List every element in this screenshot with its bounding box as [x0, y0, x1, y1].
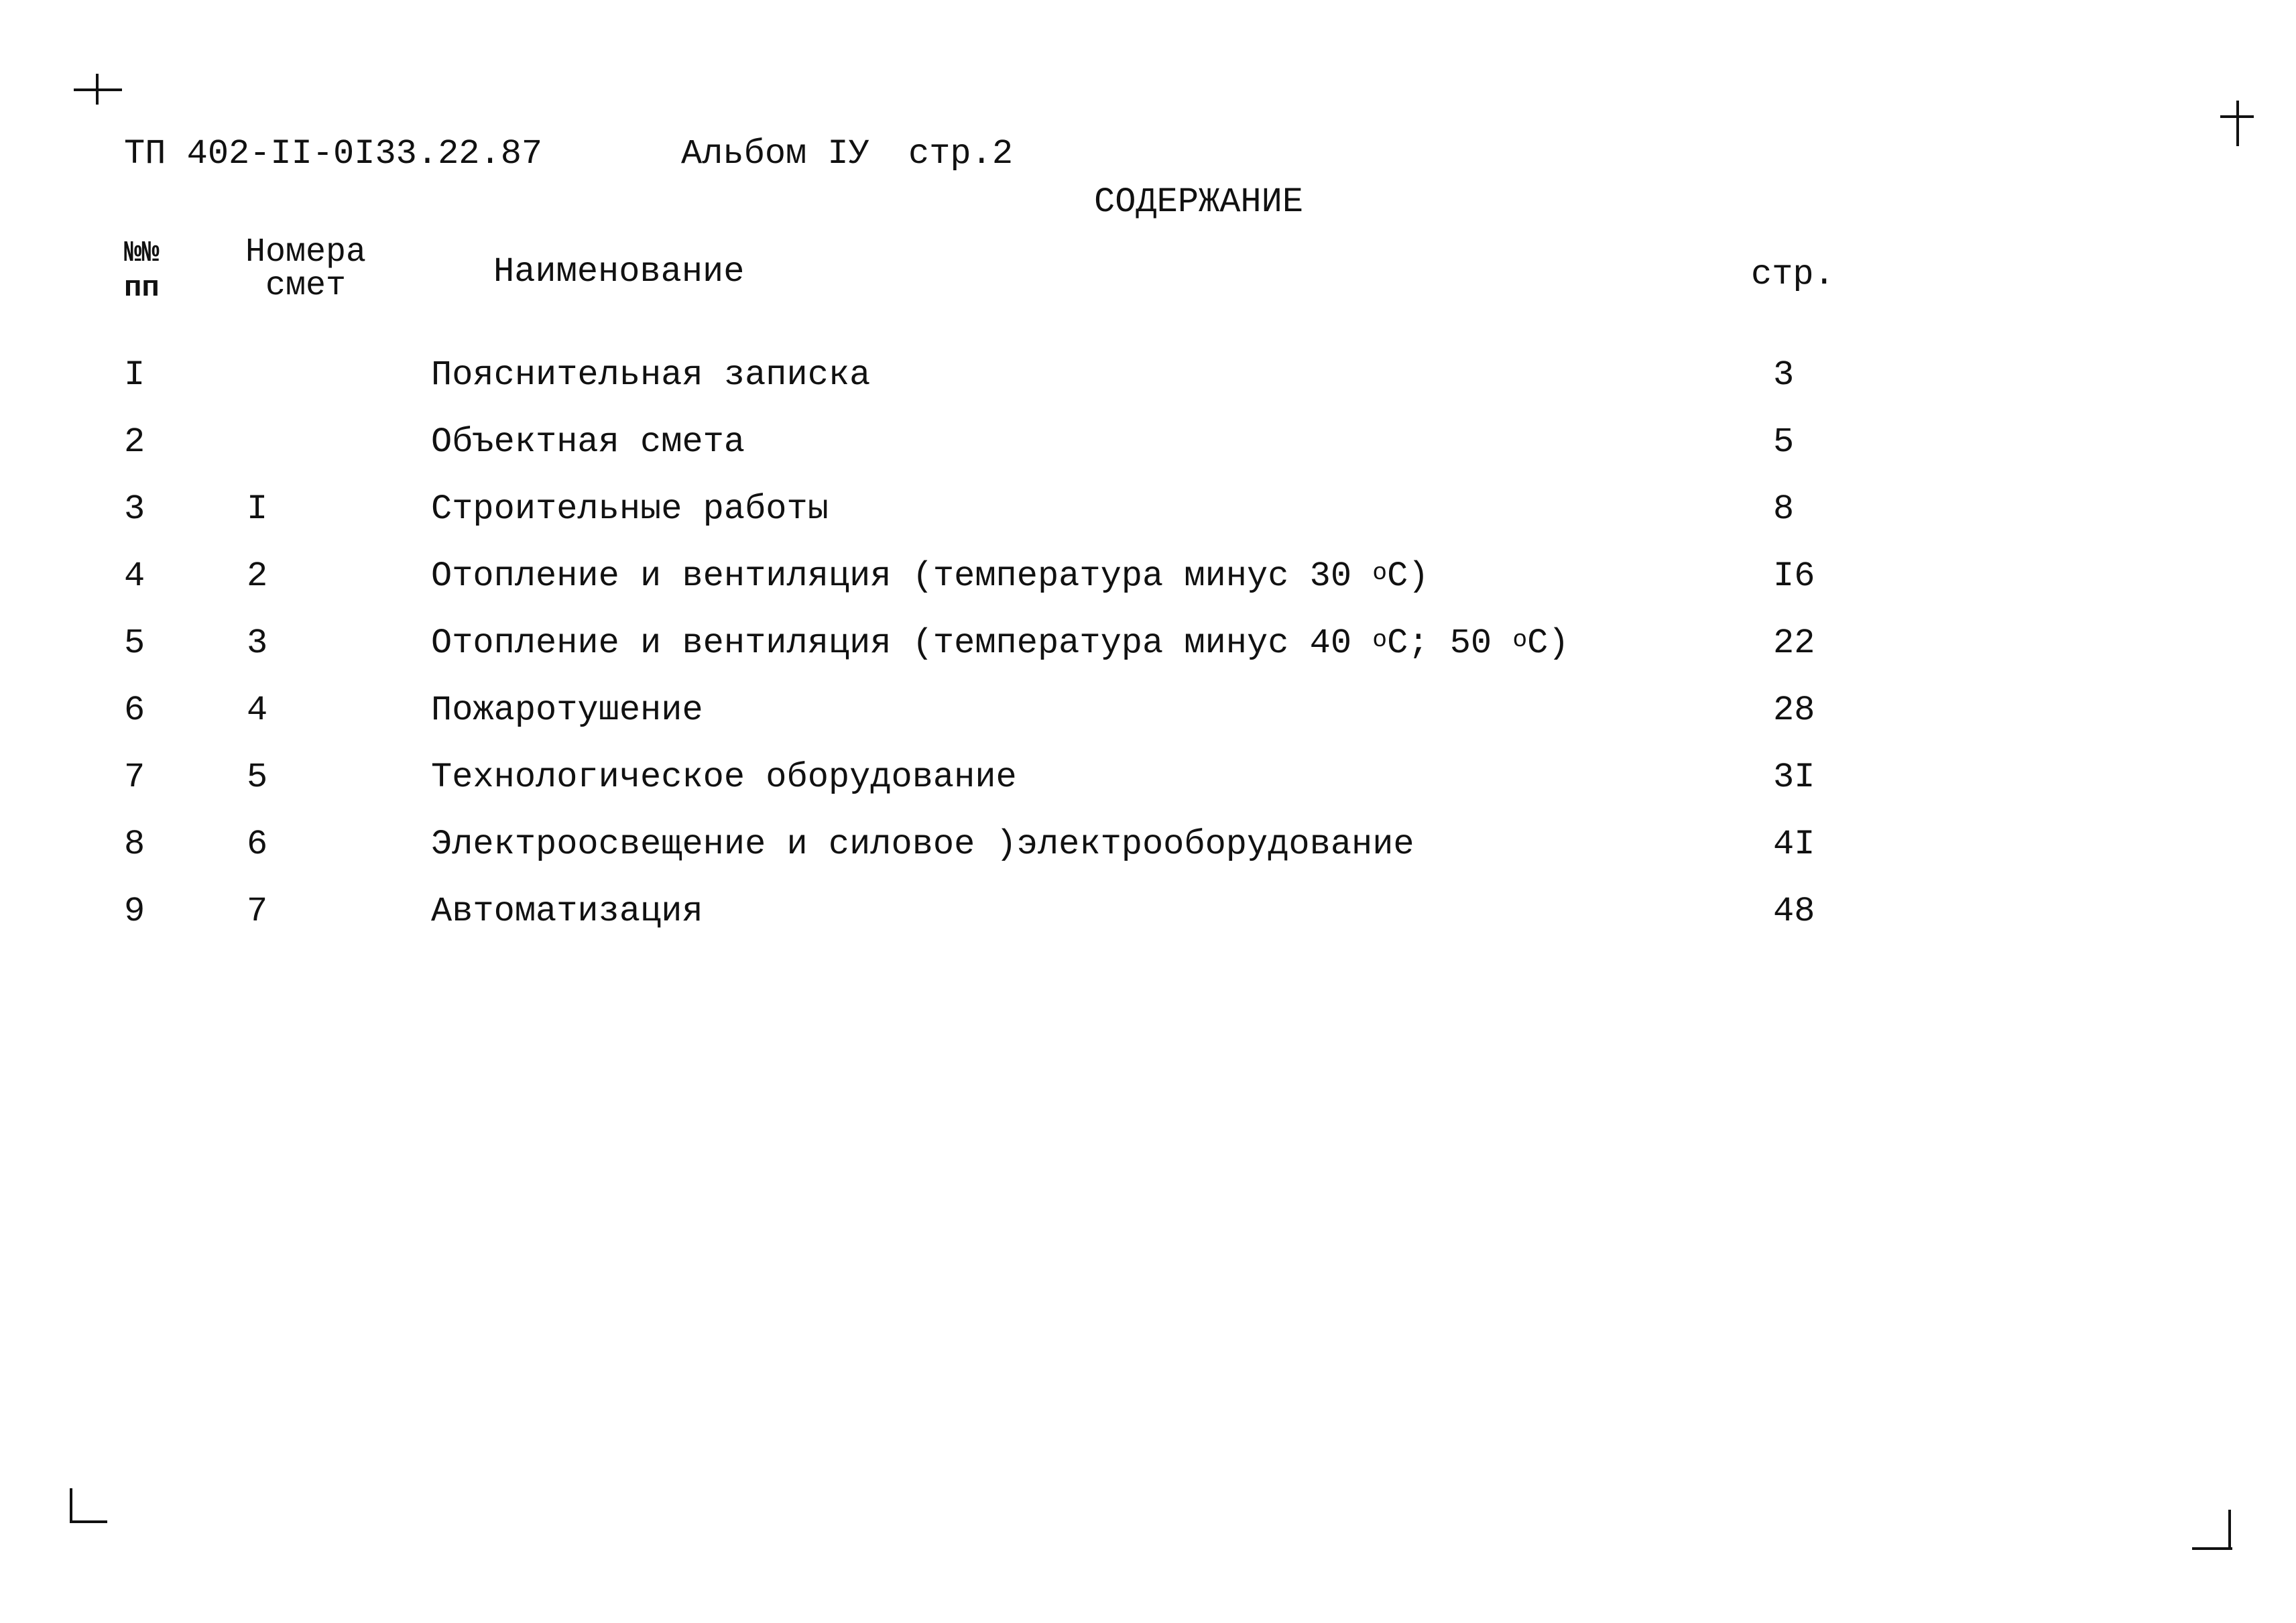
row-name: Объектная смета: [431, 422, 745, 462]
row-name: Технологическое оборудование: [431, 758, 1017, 797]
row-number: 5: [124, 623, 145, 663]
row-number: 8: [124, 825, 145, 864]
row-number: 9: [124, 892, 145, 931]
row-page: 48: [1773, 892, 1815, 931]
row-page: I6: [1773, 556, 1815, 596]
crop-mark-bottom-left: [70, 1488, 72, 1523]
row-number: 2: [124, 422, 145, 462]
row-page: 28: [1773, 690, 1815, 730]
crop-mark-top-right: [2236, 101, 2239, 146]
row-page: 3: [1773, 355, 1795, 395]
row-number: 6: [124, 690, 145, 730]
page-reference: стр.2: [908, 134, 1014, 174]
row-estimate-number: I: [247, 489, 268, 529]
crop-mark-bottom-left: [70, 1520, 107, 1523]
row-estimate-number: 3: [247, 623, 268, 663]
album-label: Альбом IУ: [681, 134, 869, 174]
row-estimate-number: 5: [247, 758, 268, 797]
row-name: Пояснительная записка: [431, 355, 871, 395]
row-estimate-number: 6: [247, 825, 268, 864]
row-number: I: [124, 355, 145, 395]
row-page: 8: [1773, 489, 1795, 529]
row-name: Электроосвещение и силовое )электрооборудование: [431, 825, 1414, 864]
row-name: Автоматизация: [431, 892, 703, 931]
row-name: Пожаротушение: [431, 690, 703, 730]
row-page: 22: [1773, 623, 1815, 663]
crop-mark-top-left: [96, 74, 99, 105]
row-number: 4: [124, 556, 145, 596]
row-estimate-number: 2: [247, 556, 268, 596]
row-number: 7: [124, 758, 145, 797]
row-name: Строительные работы: [431, 489, 829, 529]
crop-mark-bottom-right: [2228, 1510, 2231, 1550]
row-estimate-number: 4: [247, 690, 268, 730]
row-name: Отопление и вентиляция (температура минус 30 $^о$С): [431, 556, 1429, 596]
row-estimate-number: 7: [247, 892, 268, 931]
row-number: 3: [124, 489, 145, 529]
row-name: Отопление и вентиляция (температура минус 40 $^о$С; 50 $^о$С): [431, 623, 1569, 663]
column-header-estimates: Номера смет: [245, 233, 367, 305]
row-page: 3I: [1773, 758, 1815, 797]
document-code: ТП 402-II-0I33.22.87: [124, 134, 543, 174]
row-page: 4I: [1773, 825, 1815, 864]
column-header-name: Наименование: [493, 252, 745, 292]
column-header-page: стр.: [1751, 255, 1835, 294]
row-page: 5: [1773, 422, 1795, 462]
page-title: СОДЕРЖАНИЕ: [1094, 182, 1304, 222]
column-header-number: №№ пп: [124, 237, 160, 305]
crop-mark-bottom-right: [2192, 1547, 2232, 1550]
